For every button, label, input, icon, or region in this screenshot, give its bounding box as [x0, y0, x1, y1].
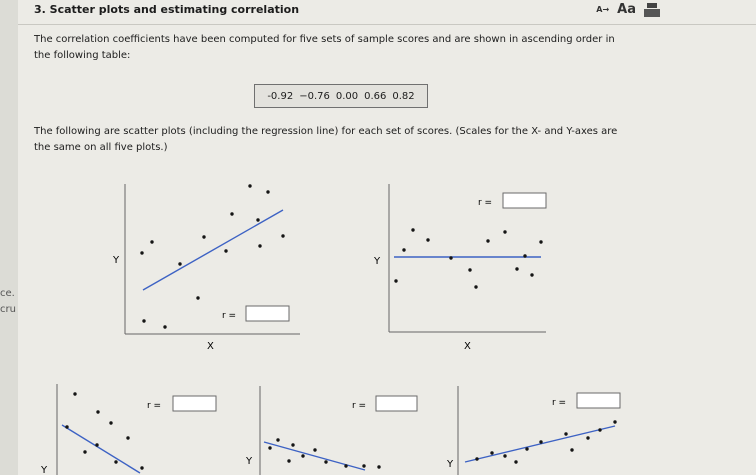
- plot-2-point: [503, 230, 506, 233]
- plot-1-point: [224, 249, 227, 252]
- plot-1-point: [140, 251, 143, 254]
- plot-5-point: [613, 420, 616, 423]
- plot-3-point: [73, 392, 76, 395]
- plot-1-point: [178, 262, 181, 265]
- plot-4-point: [324, 460, 327, 463]
- plot-2-points: [394, 228, 542, 288]
- plot-3-r-input[interactable]: [173, 396, 216, 411]
- plot-5-point: [514, 460, 517, 463]
- plot-5-point: [490, 451, 493, 454]
- plot-5-point: [525, 447, 528, 450]
- plot-3-points: [65, 392, 143, 469]
- plot-2-point: [530, 273, 533, 276]
- coefficient-cell: 0.66: [364, 90, 387, 102]
- plot-1-point: [142, 319, 145, 322]
- plot-1-point: [281, 234, 284, 237]
- plot-4-point: [287, 459, 290, 462]
- coefficient-cell: 0.00: [335, 90, 359, 102]
- plot-3-point: [95, 443, 98, 446]
- plot-1-r-input[interactable]: [246, 306, 289, 321]
- plot-4-points: [268, 438, 380, 468]
- plot-4-r-input[interactable]: [376, 396, 417, 411]
- plot-2-point: [474, 285, 477, 288]
- plot-1-point: [258, 244, 261, 247]
- intro-line-1: The correlation coefficients have been computed for five sets of sample scores and are shown in ascending order in: [34, 34, 615, 45]
- plot-4-r-label: r =: [352, 401, 367, 411]
- plot-3-regression-line: [62, 425, 140, 473]
- plot-2-r-input[interactable]: [503, 193, 546, 208]
- plot-3-point: [96, 410, 99, 413]
- plot-3-point: [114, 460, 117, 463]
- plot-4-point: [377, 465, 380, 468]
- question-title: 3. Scatter plots and estimating correlation: [34, 3, 300, 16]
- plot-2-point: [486, 239, 489, 242]
- plot-1-point: [150, 240, 153, 243]
- plot-1-regression-line: [143, 210, 283, 290]
- instructions-line-1: The following are scatter plots (including the regression line) for each set of scores. (Scales for the X- and Y-axes are: [34, 126, 618, 137]
- plot-3-point: [109, 421, 112, 424]
- plot-2-point: [411, 228, 414, 231]
- plot-5-point: [539, 440, 542, 443]
- intro-line-2: the following table:: [34, 50, 131, 61]
- plot-5-point: [598, 428, 601, 431]
- plot-5-regression-line: [465, 426, 615, 462]
- plot-3-point: [140, 466, 143, 469]
- plot-1-x-label: X: [207, 341, 214, 352]
- plot-3-point: [65, 425, 68, 428]
- plot-2-point: [515, 267, 518, 270]
- plot-4-regression-line: [264, 442, 365, 470]
- plot-3-r-label: r =: [147, 401, 162, 411]
- plot-4-point: [276, 438, 279, 441]
- plot-5-point: [570, 448, 573, 451]
- plot-2-point: [449, 256, 452, 259]
- plot-4-point: [301, 454, 304, 457]
- plot-2-point: [539, 240, 542, 243]
- plot-2-r-label: r =: [478, 198, 493, 208]
- plot-2-point: [523, 254, 526, 257]
- plot-5-r-label: r =: [552, 398, 567, 408]
- increase-text-size-button[interactable]: Aa: [617, 2, 636, 17]
- plot-4-point: [344, 464, 347, 467]
- scatter-plot-3: [40, 384, 216, 475]
- plot-2-point: [402, 248, 405, 251]
- coefficient-cell: 0.82: [392, 90, 415, 102]
- plot-2-y-label: Y: [374, 256, 381, 267]
- plot-4-point: [268, 446, 271, 449]
- plot-4-point: [313, 448, 316, 451]
- plot-5-y-label: Y: [447, 459, 454, 470]
- plot-1-point: [266, 190, 269, 193]
- plot-5-point: [503, 454, 506, 457]
- plot-1-r-label: r =: [222, 311, 237, 321]
- plot-2-point: [426, 238, 429, 241]
- plot-2-point: [468, 268, 471, 271]
- plot-4-point: [362, 464, 365, 467]
- coefficient-cell: −0.76: [299, 90, 330, 102]
- plot-4-y-label: Y: [246, 456, 253, 467]
- plot-5-point: [564, 432, 567, 435]
- plot-2-point: [394, 279, 397, 282]
- scatter-plot-4: [245, 386, 417, 475]
- left-cut-line-1: ce.: [0, 288, 15, 299]
- plot-3-point: [83, 450, 86, 453]
- plot-5-r-input[interactable]: [577, 393, 620, 408]
- scatter-plot-5: [446, 386, 620, 475]
- plot-5-point: [475, 457, 478, 460]
- plot-4-point: [291, 443, 294, 446]
- plot-1-point: [230, 212, 233, 215]
- plot-2-x-label: X: [464, 341, 471, 352]
- instructions-line-2: the same on all five plots.): [34, 142, 168, 153]
- left-cut-line-2: cru: [0, 304, 16, 315]
- plot-1-point: [256, 218, 259, 221]
- plot-1-point: [163, 325, 166, 328]
- plot-1-point: [248, 184, 251, 187]
- plot-5-point: [586, 436, 589, 439]
- plot-3-point: [126, 436, 129, 439]
- plot-1-point: [202, 235, 205, 238]
- decrease-text-size-button[interactable]: A→: [596, 5, 610, 14]
- scatter-plot-1: [112, 184, 300, 352]
- plot-1-y-label: Y: [113, 255, 120, 266]
- plot-1-point: [196, 296, 199, 299]
- plot-3-y-label: Y: [41, 465, 48, 475]
- scatter-plot-2: [373, 184, 546, 352]
- coefficient-cell: -0.92: [267, 90, 294, 102]
